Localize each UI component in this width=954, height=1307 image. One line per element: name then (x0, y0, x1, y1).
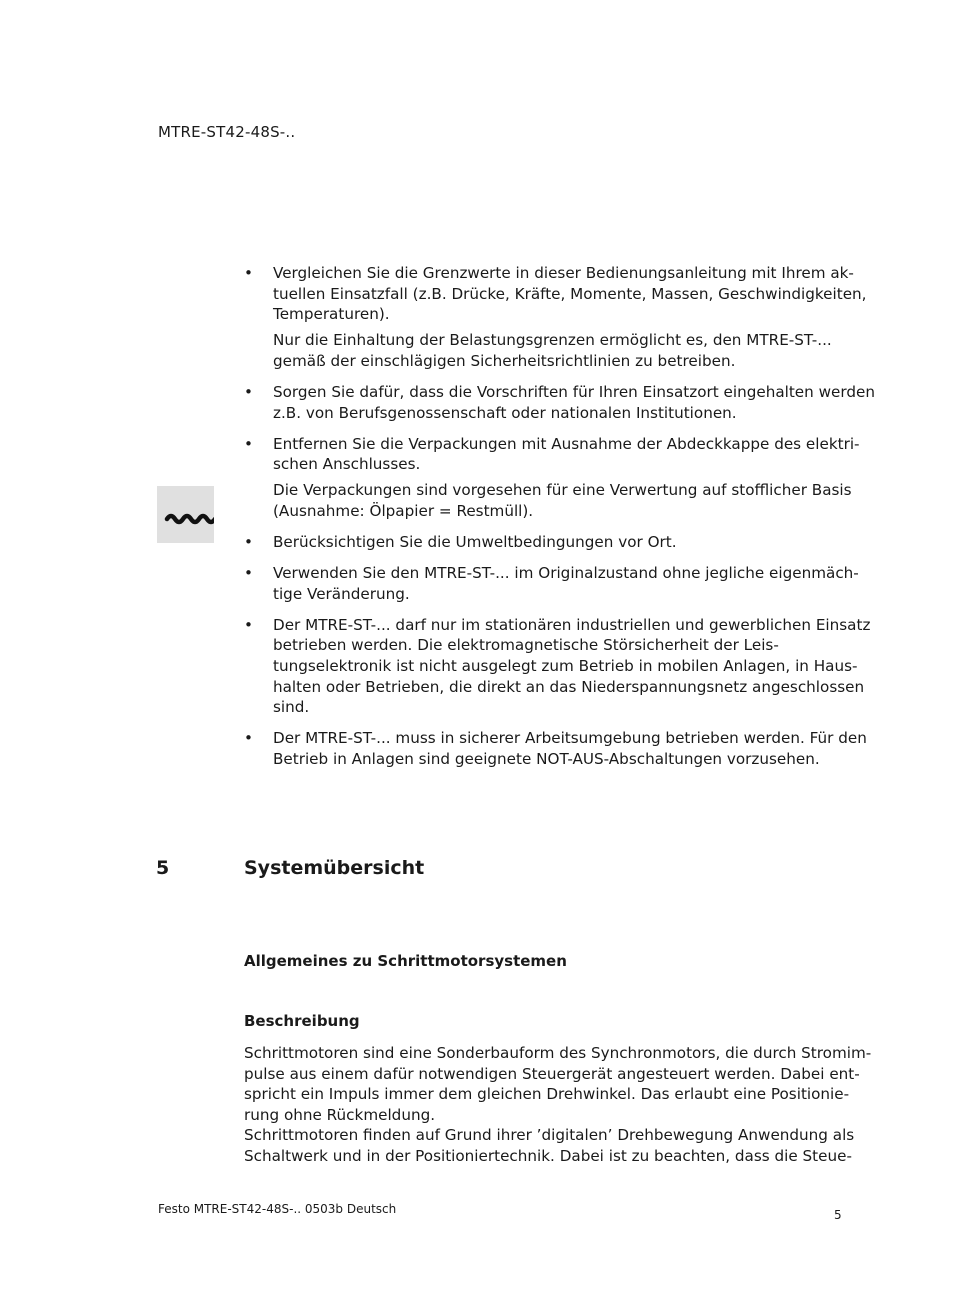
list-item (244, 728, 867, 769)
text-line: rung ohne Rückmeldung. (244, 1105, 436, 1124)
bullet-text (273, 563, 859, 604)
bullet-text (273, 263, 867, 325)
subheading-general: Allgemeines zu Schrittmotorsystemen (244, 952, 567, 970)
page-number: 5 (834, 1208, 842, 1222)
text-line: Verwenden Sie den MTRE-ST-... im Originalzustand ohne jegliche eigenmäch- (273, 564, 859, 583)
list-item (244, 434, 860, 522)
text-line: tige Veränderung. (273, 584, 410, 603)
text-line: Temperaturen). (273, 305, 390, 324)
list-item (244, 615, 871, 718)
list-item (244, 263, 867, 371)
section-title: Systemübersicht (244, 857, 425, 879)
footer-document-info: Festo MTRE-ST42-48S-.. 0503b Deutsch (158, 1202, 397, 1216)
text-line: Der MTRE-ST-... muss in sicherer Arbeitsumgebung betrieben werden. Für den (273, 729, 867, 748)
bullet-symbol: • (244, 615, 253, 634)
text-line: Vergleichen Sie die Grenzwerte in dieser Bedienungsanleitung mit Ihrem ak- (273, 264, 854, 282)
bullet-symbol: • (244, 729, 253, 748)
text-line: Die Verpackungen sind vorgesehen für eine Verwertung auf stofflicher Basis (273, 481, 852, 500)
document-header: MTRE-ST42-48S-.. (158, 123, 296, 141)
description-paragraph (244, 1043, 872, 1167)
text-line: Betrieb in Anlagen sind geeignete NOT-AUS-Abschaltungen vorzusehen. (273, 749, 820, 768)
text-line: sind. (273, 698, 310, 717)
text-line: Der MTRE-ST-... darf nur im stationären industriellen und gewerblichen Einsatz (273, 615, 871, 634)
text-line: (Ausnahme: Ölpapier = Restmüll). (273, 501, 534, 520)
environment-wave-icon (157, 486, 214, 543)
list-item (244, 532, 849, 553)
environment-note-marker (157, 486, 214, 543)
bullet-symbol: • (244, 382, 253, 401)
bullet-note (273, 330, 849, 371)
list-item (244, 563, 859, 604)
list-item (244, 382, 875, 423)
bullet-note (273, 480, 852, 521)
bullet-text (273, 532, 849, 553)
text-line: Schrittmotoren finden auf Grund ihrer ’digitalen’ Drehbewegung Anwendung als (244, 1126, 855, 1145)
bullet-symbol: • (244, 264, 253, 282)
text-line: Berücksichtigen Sie die Umweltbedingungen vor Ort. (273, 533, 677, 552)
bullet-text (273, 728, 867, 769)
bullet-text (273, 382, 875, 423)
text-line: halten oder Betrieben, die direkt an das Niederspannungsnetz angeschlossen (273, 677, 865, 696)
text-line: Schrittmotoren sind eine Sonderbauform des Synchronmotors, die durch Stromim- (244, 1044, 872, 1062)
text-line: betrieben werden. Die elektromagnetische Störsicherheit der Leis- (273, 636, 779, 655)
text-line: Nur die Einhaltung der Belastungsgrenzen ermöglicht es, den MTRE-ST-... (273, 331, 832, 350)
bullet-symbol: • (244, 533, 253, 552)
bullet-text (273, 434, 860, 475)
text-line: tungselektronik ist nicht ausgelegt zum Betrieb in mobilen Anlagen, in Haus- (273, 657, 858, 675)
text-line: pulse aus einem dafür notwendigen Steuergerät angesteuert werden. Dabei ent- (244, 1064, 860, 1083)
bullet-symbol: • (244, 434, 253, 453)
bullet-symbol: • (244, 564, 253, 583)
text-line: Schaltwerk und in der Positioniertechnik. Dabei ist zu beachten, dass die Steue- (244, 1146, 852, 1165)
text-line: tuellen Einsatzfall (z.B. Drücke, Kräfte, Momente, Massen, Geschwindigkeiten, (273, 284, 867, 303)
text-line: schen Anschlusses. (273, 455, 421, 474)
subheading-description: Beschreibung (244, 1012, 360, 1030)
text-line: Entfernen Sie die Verpackungen mit Ausnahme der Abdeckkappe des elektri- (273, 434, 860, 453)
bullet-list (244, 263, 875, 780)
bullet-text (273, 615, 871, 718)
text-line: Sorgen Sie dafür, dass die Vorschriften für Ihren Einsatzort eingehalten werden (273, 382, 875, 401)
text-line: z.B. von Berufsgenossenschaft oder nationalen Institutionen. (273, 403, 737, 422)
text-line: spricht ein Impuls immer dem gleichen Drehwinkel. Das erlaubt eine Positionie- (244, 1085, 850, 1104)
text-line: gemäß der einschlägigen Sicherheitsrichtlinien zu betreiben. (273, 351, 736, 370)
section-number: 5 (156, 857, 170, 879)
